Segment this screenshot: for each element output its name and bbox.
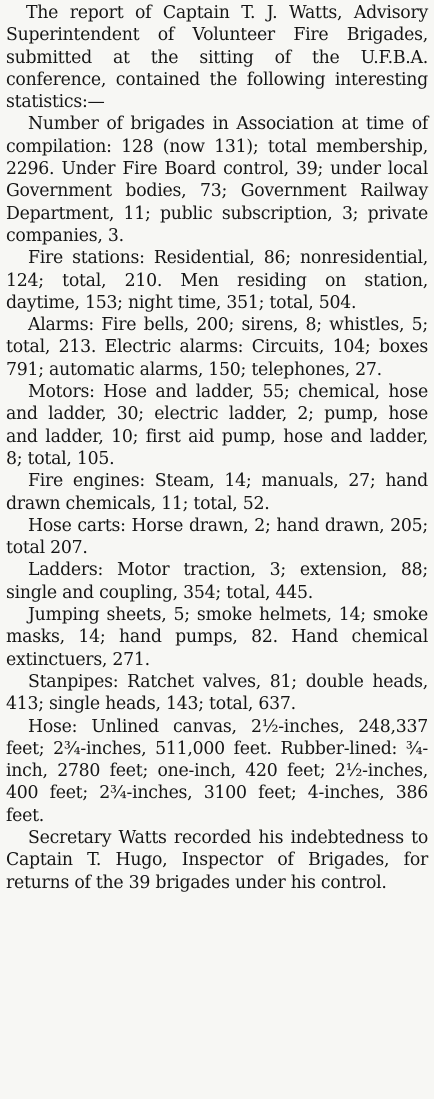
paragraph-hose: Hose: Unlined canvas, 2½-inches, 248,337 feet; 2¾-inches, 511,000 feet. Rubber-lined: ¾-inch, 2780 feet; one-inch, 420 feet; 2½-inches, 400 feet; 2¾-inches, 3100 feet; 4-inches, 386 feet. (6, 716, 428, 826)
paragraph-fire-engines: Fire engines: Steam, 14; manuals, 27; hand drawn chemicals, 11; total, 52. (6, 471, 428, 514)
paragraph-hose-carts: Hose carts: Horse drawn, 2; hand drawn, 205; total 207. (6, 515, 428, 559)
paragraph-secretary: Secretary Watts recorded his indebtedness to Captain T. Hugo, Inspector of Brigades, for returns of the 39 brigades under his control. (6, 827, 428, 893)
paragraph-standpipes: Stanpipes: Ratchet valves, 81; double heads, 413; single heads, 143; total, 637. (6, 671, 428, 715)
paragraph-brigades: Number of brigades in Association at time of compilation: 128 (now 131); total membership, 2296. Under Fire Board control, 39; under local Government bodies, 73; Government Railway Department, 11; public subscription, 3; private companies, 3. (6, 114, 428, 246)
paragraph-motors: Motors: Hose and ladder, 55; chemical, hose and ladder, 30; electric ladder, 2; pump, hose and ladder, 10; first aid pump, hose and ladder, 8; total, 105. (6, 382, 428, 469)
paragraph-jumping-sheets: Jumping sheets, 5; smoke helmets, 14; smoke masks, 14; hand pumps, 82. Hand chemical extinctuers, 271. (6, 605, 428, 670)
paragraph-ladders: Ladders: Motor traction, 3; extension, 88; single and coupling, 354; total, 445. (6, 560, 428, 603)
paragraph-alarms: Alarms: Fire bells, 200; sirens, 8; whistles, 5; total, 213. Electric alarms: Circuits, 104; boxes 791; automatic alarms, 150; telephones, 27. (6, 315, 428, 380)
paragraph-fire-stations: Fire stations: Residential, 86; nonresidential, 124; total, 210. Men residing on station, daytime, 153; night time, 351; total, 504. (6, 248, 428, 313)
paragraph-report-intro: The report of Captain T. J. Watts, Advisory Superintendent of Volunteer Fire Brigades, submitted at the sitting of the U.F.B.A. conference, contained the following interesting statistics:— (6, 3, 428, 113)
